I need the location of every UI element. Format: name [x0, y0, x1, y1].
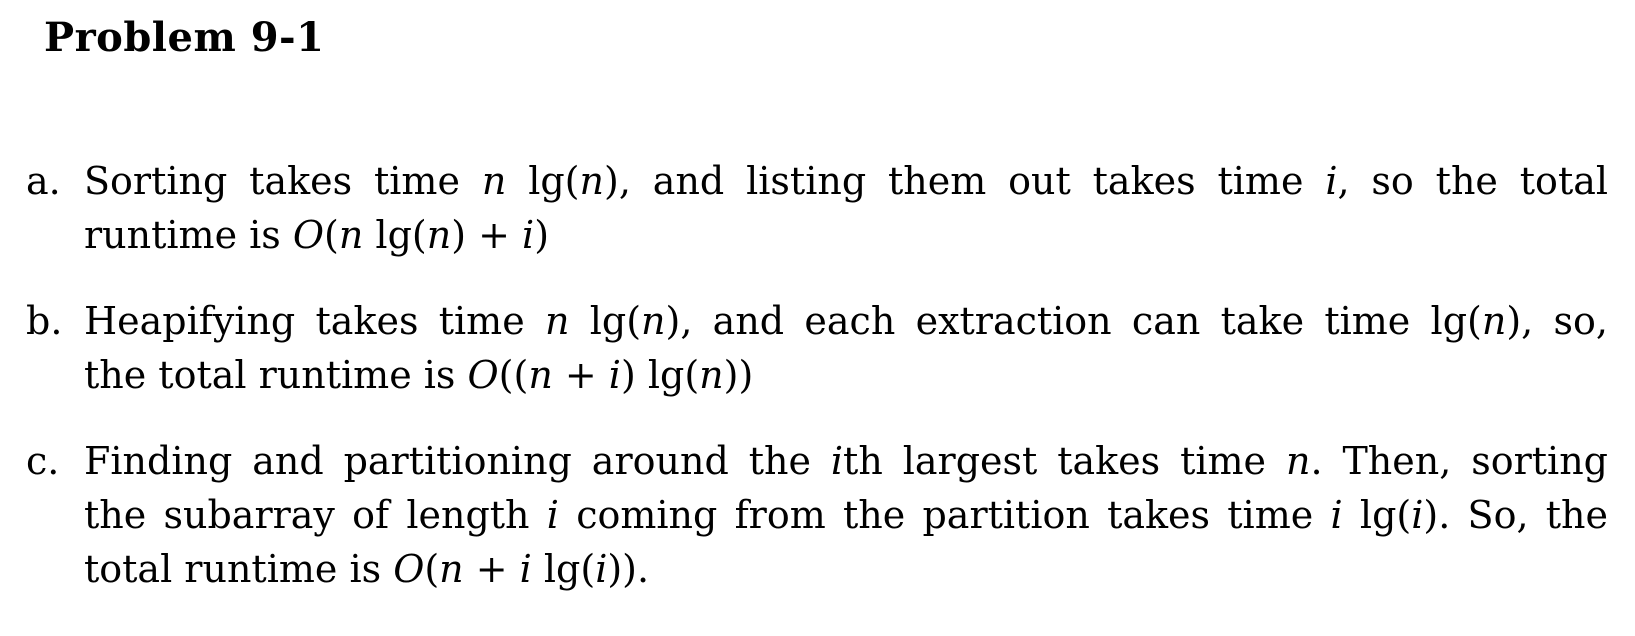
- math-op: ),: [665, 299, 693, 343]
- item-a-line-2: [26, 208, 1608, 262]
- math-op: ) lg(: [620, 353, 700, 397]
- math-var: n: [699, 353, 724, 397]
- math-var: n: [528, 353, 553, 397]
- math-op: ): [534, 213, 550, 257]
- text: runtime is: [84, 213, 281, 257]
- math-var: n: [426, 213, 452, 257]
- math-var: n: [338, 213, 364, 257]
- math-op: lg(: [531, 547, 596, 591]
- math-op: ).: [1423, 493, 1451, 537]
- list-item-b: [26, 294, 1608, 402]
- math-var: i: [529, 493, 559, 537]
- math-var: i: [810, 439, 844, 483]
- math-var: i: [1411, 493, 1424, 537]
- math-op: ((: [498, 353, 529, 397]
- math-op: lg(: [506, 159, 580, 203]
- item-c-line-3: [26, 542, 1608, 596]
- text: Sorting takes time: [84, 159, 460, 203]
- math-op: lg(: [569, 299, 642, 343]
- text: and each extraction can take time lg(: [692, 299, 1482, 343]
- math-var: n: [1266, 439, 1311, 483]
- math-var: O: [381, 547, 425, 591]
- list-item-c: [26, 434, 1608, 596]
- math-op: lg(: [363, 213, 427, 257]
- text: , so the total: [1337, 159, 1609, 203]
- item-b-line-1: [26, 294, 1608, 348]
- text: total runtime is: [84, 547, 382, 591]
- math-var: n: [579, 159, 604, 203]
- math-var: n: [1481, 299, 1507, 343]
- math-op: (: [424, 547, 440, 591]
- math-var: n: [481, 159, 507, 203]
- text: the subarray of length: [84, 493, 530, 537]
- math-var: i: [519, 547, 532, 591]
- list-item-a: [26, 154, 1608, 262]
- math-var: i: [595, 547, 608, 591]
- math-var: n: [641, 299, 666, 343]
- math-op: +: [463, 547, 520, 591]
- text: Heapifying takes time: [84, 299, 525, 343]
- math-var: O: [280, 213, 325, 257]
- item-a-line-1: [26, 154, 1608, 208]
- math-var: i: [1313, 493, 1343, 537]
- math-op: ) +: [451, 213, 523, 257]
- text: . Then, sorting: [1310, 439, 1609, 483]
- text: Finding and partitioning around the: [84, 439, 811, 483]
- item-c-line-2: [26, 488, 1608, 542]
- text: the total runtime is: [84, 353, 456, 397]
- math-var: n: [439, 547, 464, 591]
- item-b-line-2: [26, 348, 1608, 402]
- math-op: ), so,: [1506, 299, 1608, 343]
- text: So, the: [1450, 493, 1609, 537]
- math-op: )): [723, 353, 754, 397]
- math-op: (: [324, 213, 339, 257]
- item-marker: b.: [26, 299, 63, 343]
- math-var: i: [522, 213, 535, 257]
- math-op: ),: [604, 159, 631, 203]
- math-var: n: [524, 299, 570, 343]
- text: coming from the partition takes time: [558, 493, 1314, 537]
- math-op: +: [552, 353, 609, 397]
- math-var: O: [455, 353, 499, 397]
- text: th largest takes time: [843, 439, 1267, 483]
- item-marker: c.: [26, 439, 60, 483]
- math-op: )).: [607, 547, 650, 591]
- text: and listing them out takes time: [630, 159, 1304, 203]
- math-op: lg(: [1342, 493, 1412, 537]
- item-c-line-1: [26, 434, 1608, 488]
- problem-title: Problem 9-1: [44, 14, 325, 61]
- math-var: i: [608, 353, 621, 397]
- item-marker: a.: [26, 159, 61, 203]
- math-var: i: [1303, 159, 1338, 203]
